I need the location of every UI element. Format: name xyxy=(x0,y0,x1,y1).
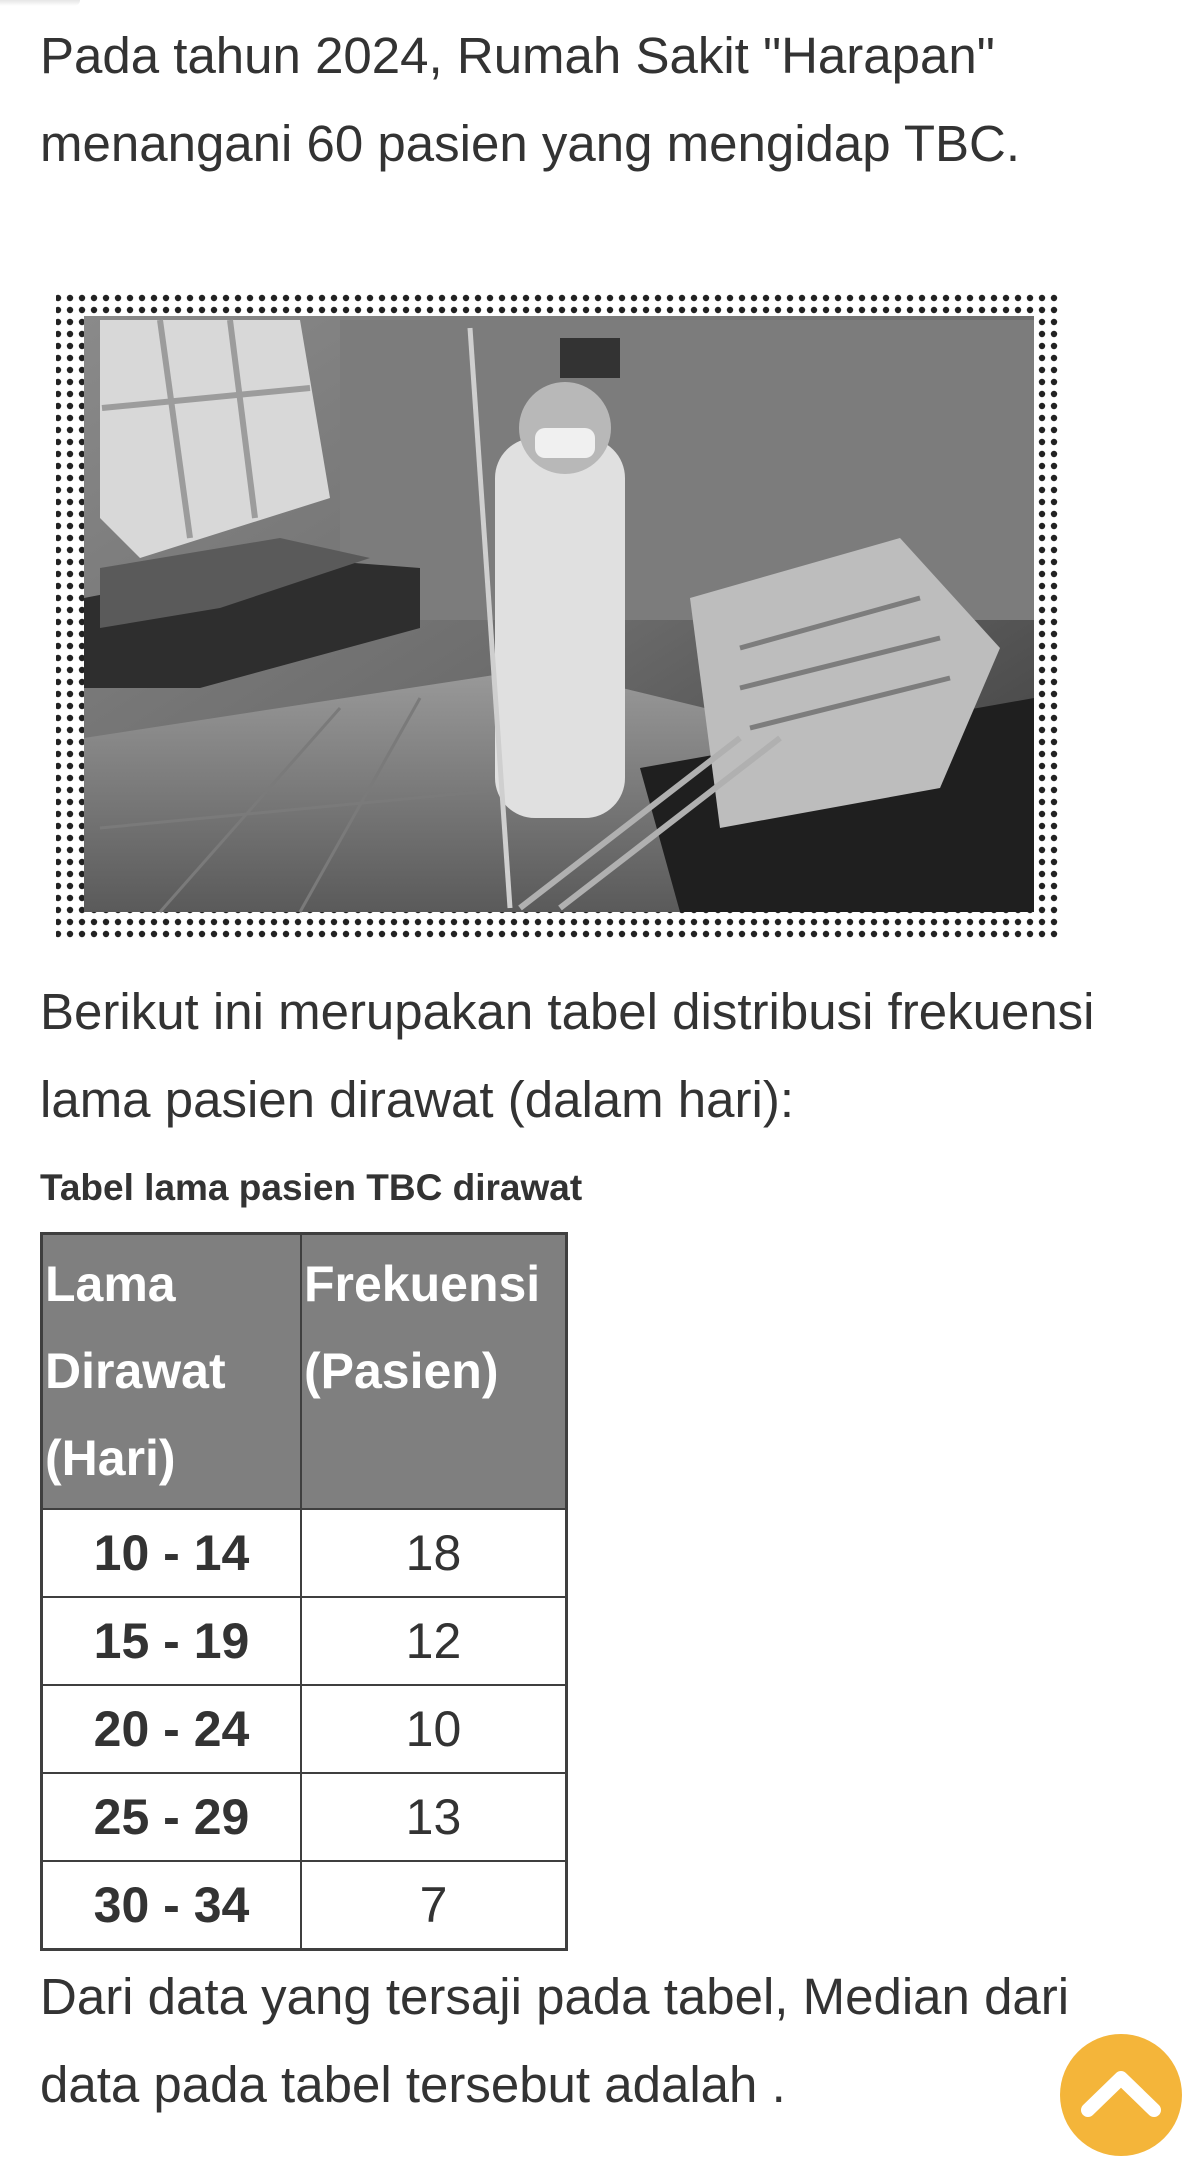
hospital-ward-photo xyxy=(40,268,1070,948)
table-caption: Tabel lama pasien TBC dirawat xyxy=(40,1167,583,1208)
top-edge-shadow xyxy=(0,0,80,6)
question-text: Dari data yang tersaji pada tabel, Median dari data pada tabel tersebut adalah . xyxy=(40,1968,1070,2113)
table-header-row xyxy=(42,1234,567,1510)
table-row xyxy=(42,1861,567,1950)
range-cell: 15 - 19 xyxy=(42,1597,301,1685)
scroll-to-top-button[interactable] xyxy=(1060,2034,1182,2156)
table-row xyxy=(42,1773,567,1861)
header-frequency: Frekuensi (Pasien) xyxy=(301,1234,567,1510)
frequency-cell: 13 xyxy=(301,1773,567,1861)
table-row xyxy=(42,1685,567,1773)
intro-paragraph: Pada tahun 2024, Rumah Sakit "Harapan" menangani 60 pasien yang mengidap TBC. xyxy=(40,27,1021,172)
frequency-table xyxy=(40,1232,568,1951)
header-duration: Lama Dirawat (Hari) xyxy=(42,1234,301,1510)
chevron-up-icon xyxy=(1060,2034,1182,2156)
frequency-cell: 12 xyxy=(301,1597,567,1685)
range-cell: 20 - 24 xyxy=(42,1685,301,1773)
range-cell: 25 - 29 xyxy=(42,1773,301,1861)
table-row xyxy=(42,1597,567,1685)
frequency-cell: 10 xyxy=(301,1685,567,1773)
range-cell: 30 - 34 xyxy=(42,1861,301,1950)
frequency-cell: 7 xyxy=(301,1861,567,1950)
frequency-cell: 18 xyxy=(301,1509,567,1597)
table-description: Berikut ini merupakan tabel distribusi frekuensi lama pasien dirawat (dalam hari): xyxy=(40,983,1095,1128)
table-row xyxy=(42,1509,567,1597)
range-cell: 10 - 14 xyxy=(42,1509,301,1597)
